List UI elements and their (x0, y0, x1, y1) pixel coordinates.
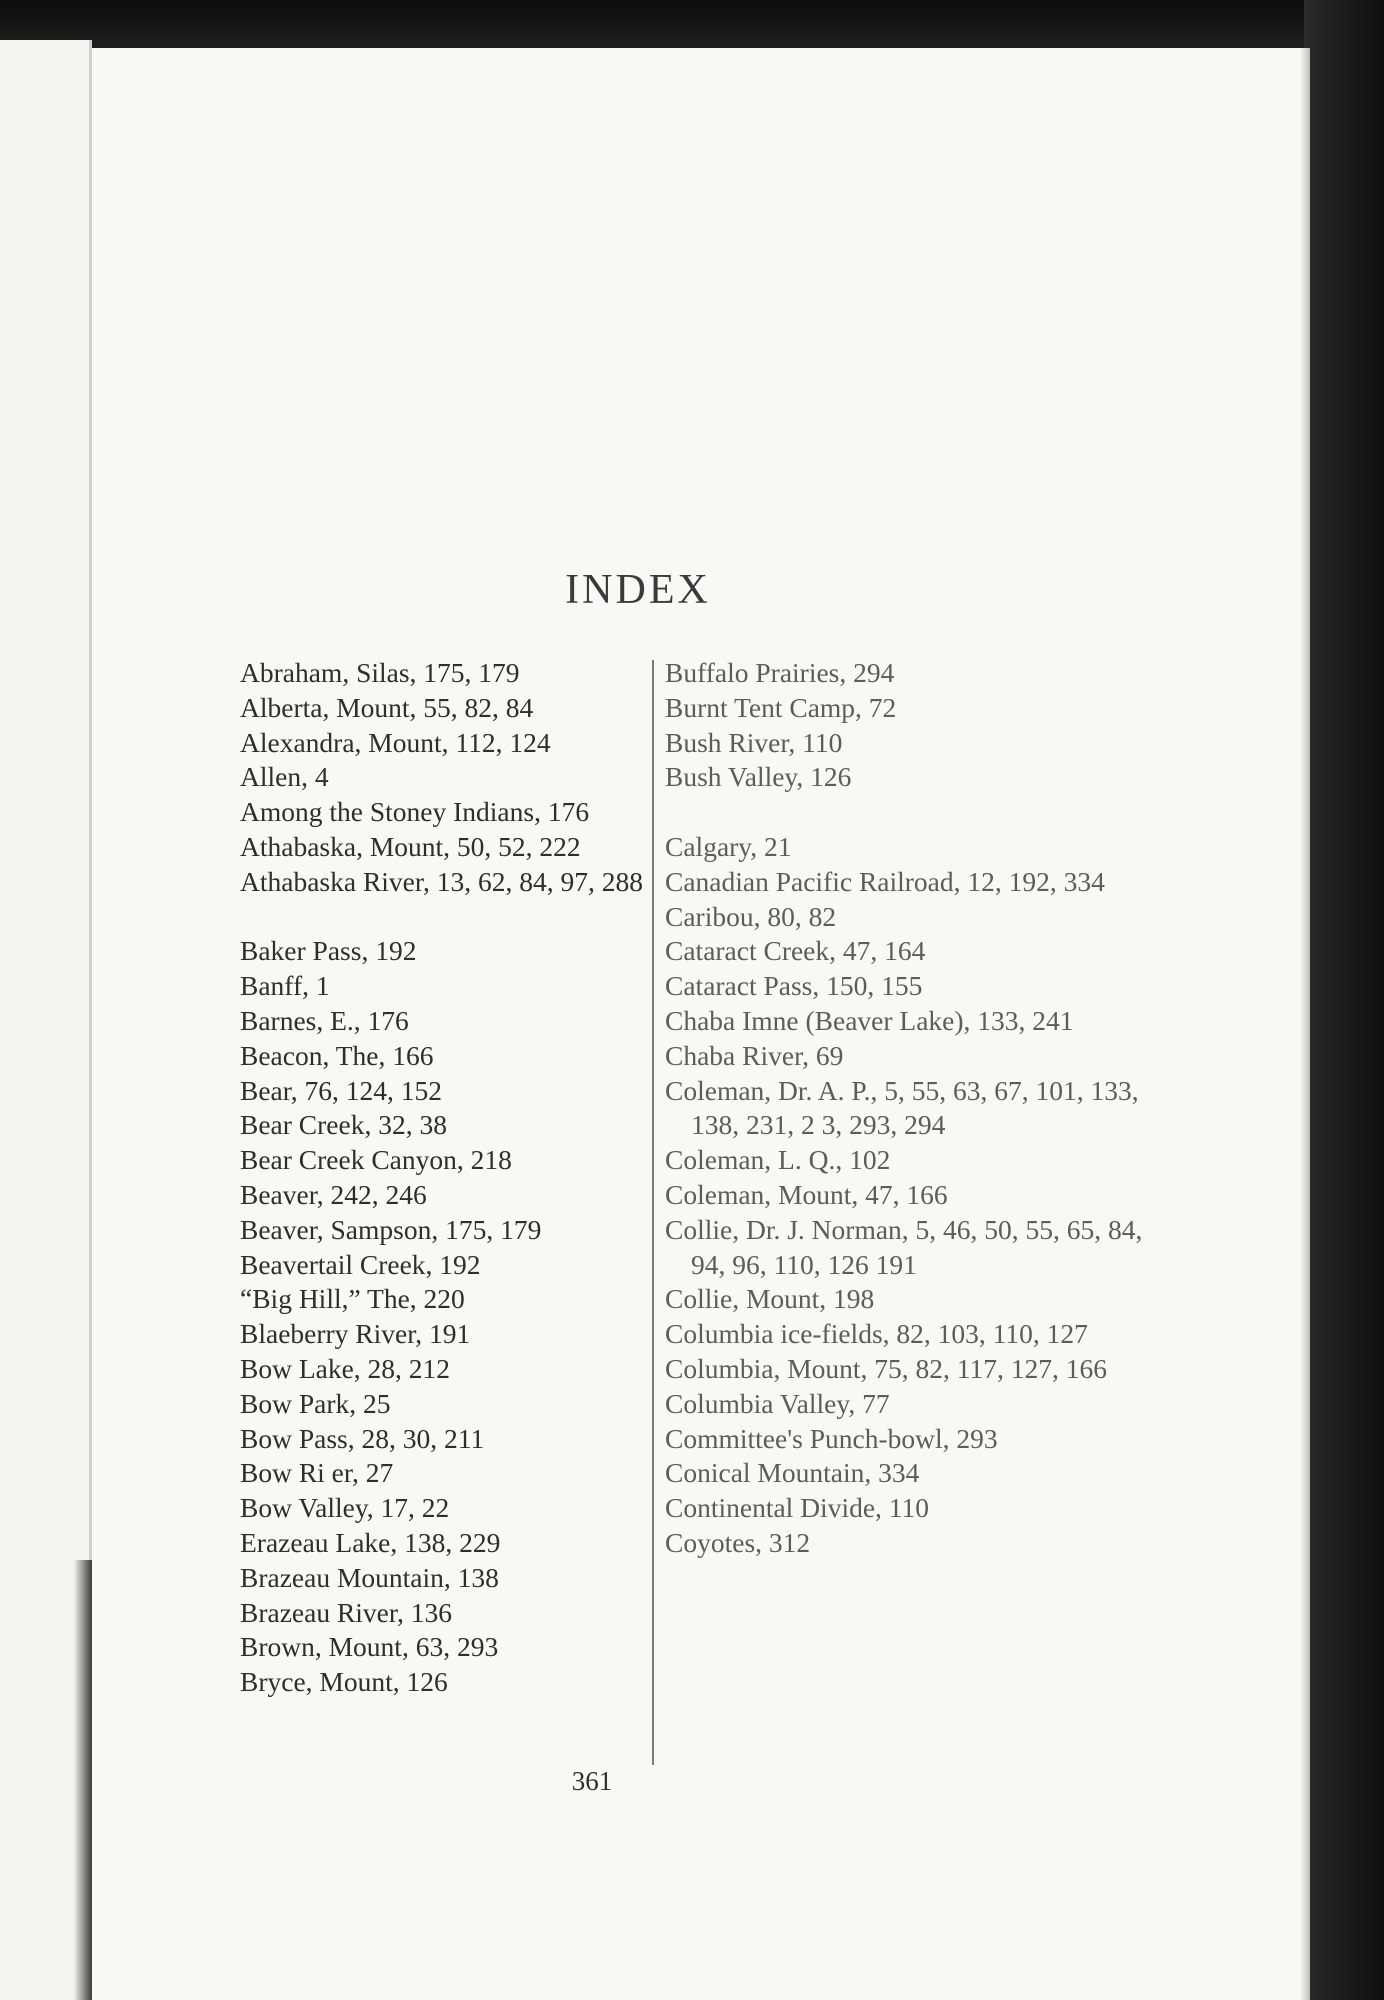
index-entry: Chaba River, 69 (665, 1039, 844, 1071)
index-column-left (240, 656, 720, 1700)
index-entry: Athabaska River, 13, 62, 84, 97, 288 (240, 865, 643, 897)
page-title: INDEX (565, 567, 711, 613)
column-divider (652, 660, 654, 1765)
index-entry: Bush River, 110 (665, 726, 843, 758)
index-entry: Bryce, Mount, 126 (240, 1666, 448, 1698)
index-entry: Buffalo Prairies, 294 (665, 657, 895, 688)
letter-group-gap (240, 900, 720, 935)
index-entry: Alberta, Mount, 55, 82, 84 (240, 691, 534, 723)
index-entry: Baker Pass, 192 (240, 935, 417, 967)
index-entry: Among the Stoney Indians, 176 (240, 796, 590, 828)
index-entry: Beacon, The, 166 (240, 1039, 434, 1071)
index-entry: Cataract Pass, 150, 155 (665, 970, 923, 1002)
index-entry: Bow Valley, 17, 22 (240, 1492, 450, 1524)
index-entry: Cataract Creek, 47, 164 (665, 935, 926, 967)
index-entry: Brazeau River, 136 (240, 1596, 452, 1628)
index-entry: Bow Lake, 28, 212 (240, 1352, 451, 1384)
index-entry: Calgary, 21 (665, 830, 792, 862)
binding-shadow (74, 1560, 92, 2000)
index-entry: Caribou, 80, 82 (665, 900, 837, 932)
index-column-right (665, 656, 1155, 1561)
scan-top-shadow (0, 0, 1384, 55)
index-entry: Canadian Pacific Railroad, 12, 192, 334 (665, 865, 1105, 897)
index-entry: Athabaska, Mount, 50, 52, 222 (240, 830, 581, 862)
page-edge-shade (1300, 48, 1310, 2000)
index-entry: Beaver, 242, 246 (240, 1178, 427, 1210)
page-number (92, 1766, 1310, 1797)
scan-right-shadow (1304, 0, 1384, 2000)
index-entry: Bow Ri er, 27 (240, 1457, 394, 1489)
page-number-text: 361 (571, 1766, 613, 1796)
index-entry: Burnt Tent Camp, 72 (665, 691, 897, 723)
index-entry: Abraham, Silas, 175, 179 (240, 657, 520, 688)
index-page (92, 48, 1310, 2000)
index-entry: Brazeau Mountain, 138 (240, 1561, 499, 1593)
index-entry: Continental Divide, 110 (665, 1492, 930, 1524)
index-entry: Bow Pass, 28, 30, 211 (240, 1422, 485, 1454)
index-entry: Beaver, Sampson, 175, 179 (240, 1213, 542, 1245)
index-entry: Bush Valley, 126 (665, 761, 852, 793)
index-entry: Erazeau Lake, 138, 229 (240, 1526, 501, 1558)
index-entry: Bear, 76, 124, 152 (240, 1074, 443, 1106)
index-entry: Columbia Valley, 77 (665, 1387, 890, 1419)
index-entry: Bow Park, 25 (240, 1387, 391, 1419)
index-entry: Coleman, L. Q., 102 (665, 1144, 891, 1176)
index-entry: Beavertail Creek, 192 (240, 1248, 481, 1280)
index-entry: Alexandra, Mount, 112, 124 (240, 726, 551, 758)
index-entry: Collie, Dr. J. Norman, 5, 46, 50, 55, 65, 84, 94, 96, 110, 126 191 (665, 1213, 1143, 1280)
letter-group-gap (665, 795, 1155, 830)
index-entry: Allen, 4 (240, 761, 329, 793)
index-entry: Coleman, Mount, 47, 166 (665, 1178, 948, 1210)
index-entry: Coyotes, 312 (665, 1526, 811, 1558)
index-entry: Columbia ice-fields, 82, 103, 110, 127 (665, 1318, 1088, 1350)
index-entry: Collie, Mount, 198 (665, 1283, 875, 1315)
index-entry: Conical Mountain, 334 (665, 1457, 920, 1489)
index-entry: Bear Creek Canyon, 218 (240, 1144, 512, 1176)
index-entry: Committee's Punch-bowl, 293 (665, 1422, 998, 1454)
index-entry: “Big Hill,” The, 220 (240, 1283, 465, 1315)
index-entry: Chaba Imne (Beaver Lake), 133, 241 (665, 1004, 1074, 1036)
index-entry: Columbia, Mount, 75, 82, 117, 127, 166 (665, 1352, 1108, 1384)
index-entry: Coleman, Dr. A. P., 5, 55, 63, 67, 101, 133, 138, 231, 2 3, 293, 294 (665, 1074, 1139, 1141)
index-entry: Brown, Mount, 63, 293 (240, 1631, 499, 1663)
index-entry: Bear Creek, 32, 38 (240, 1109, 447, 1141)
index-entry: Banff, 1 (240, 970, 330, 1002)
index-entry: Blaeberry River, 191 (240, 1318, 471, 1350)
index-entry: Barnes, E., 176 (240, 1004, 409, 1036)
